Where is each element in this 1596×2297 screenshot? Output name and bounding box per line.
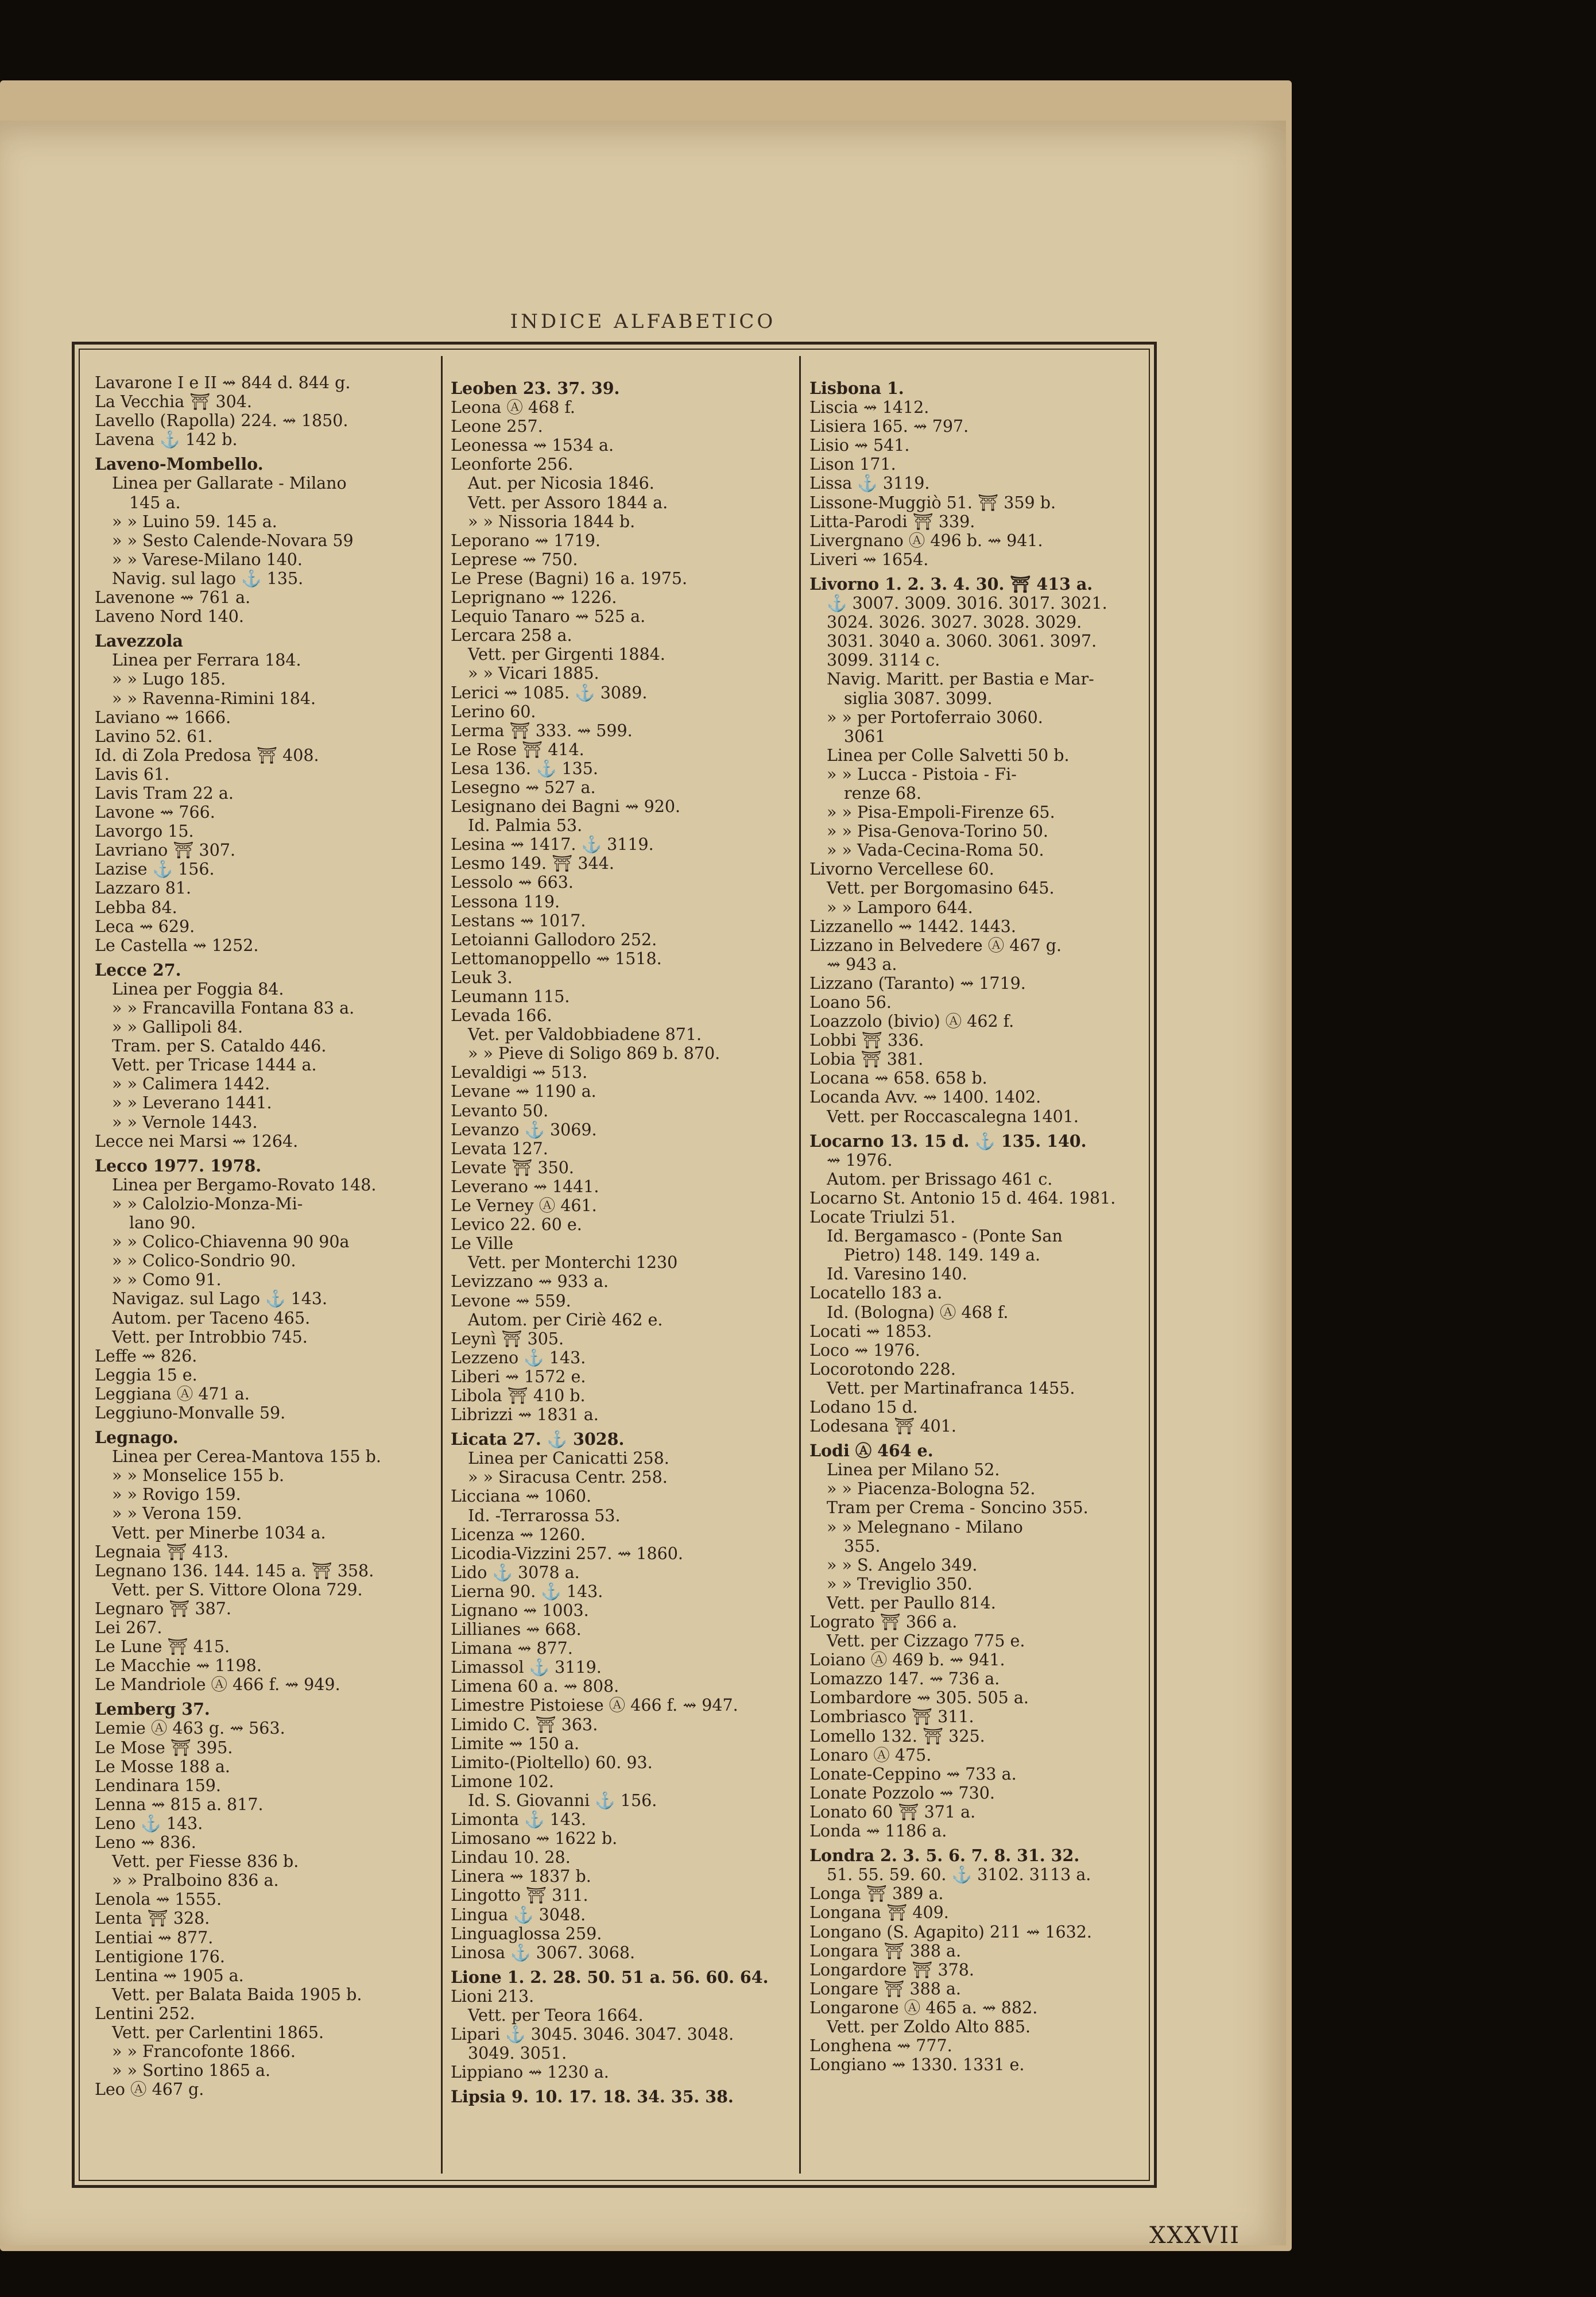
index-line: Leonessa ⇝ 1534 a.	[451, 436, 614, 455]
index-line: » » Lamporo 644.	[827, 898, 973, 917]
index-line: Lodesana ⛩ 401.	[809, 1417, 956, 1436]
index-line: Legnaro ⛩ 387.	[95, 1599, 231, 1618]
index-line: 51. 55. 59. 60. ⚓ 3102. 3113 a.	[827, 1865, 1091, 1885]
index-line: » » Calolzio-Monza-Mi-	[112, 1194, 303, 1213]
index-line: Longiano ⇝ 1330. 1331 e.	[809, 2055, 1025, 2075]
index-line: Leumann 115.	[451, 987, 570, 1006]
index-line: Vett. per Roccascalegna 1401.	[827, 1107, 1079, 1126]
index-line: Linosa ⚓ 3067. 3068.	[451, 1943, 636, 1962]
index-line: Licenza ⇝ 1260.	[451, 1525, 586, 1544]
index-entry-heading: Lipsia 9. 10. 17. 18. 34. 35. 38.	[451, 2087, 734, 2107]
index-line: Lizzanello ⇝ 1442. 1443.	[809, 917, 1016, 936]
index-line: Levanzo ⚓ 3069.	[451, 1120, 597, 1139]
index-line: Lioni 213.	[451, 1986, 534, 2006]
index-line: Lavarone I e II ⇝ 844 d. 844 g.	[95, 373, 351, 392]
index-line: Levate ⛩ 350.	[451, 1158, 574, 1177]
index-line: Loazzolo (bivio) Ⓐ 462 f.	[809, 1012, 1014, 1031]
index-line: Le Prese (Bagni) 16 a. 1975.	[451, 569, 688, 588]
index-line: Leverano ⇝ 1441.	[451, 1177, 599, 1196]
index-line: siglia 3087. 3099.	[844, 689, 993, 708]
index-line: Vett. per Minerbe 1034 a.	[112, 1523, 326, 1542]
index-line: Lavello (Rapolla) 224. ⇝ 1850.	[95, 411, 348, 431]
index-line: Longana ⛩ 409.	[809, 1903, 949, 1923]
index-line: Linea per Bergamo-Rovato 148.	[112, 1175, 377, 1194]
index-line: Liberi ⇝ 1572 e.	[451, 1367, 586, 1386]
index-line: Limena 60 a. ⇝ 808.	[451, 1677, 619, 1696]
index-line: Le Castella ⇝ 1252.	[95, 935, 259, 955]
index-entry-heading: Licata 27. ⚓ 3028.	[451, 1430, 625, 1449]
index-line: Lerino 60.	[451, 702, 536, 721]
index-line: » » Nissoria 1844 b.	[468, 512, 636, 531]
index-entry-heading: Livorno 1. 2. 3. 4. 30. ⛩ 413 a.	[809, 574, 1093, 594]
index-line: » » Francavilla Fontana 83 a.	[112, 999, 355, 1018]
index-line: Lenta ⛩ 328.	[95, 1909, 210, 1928]
index-entry-heading: Lisbona 1.	[809, 379, 904, 398]
index-line: ⇝ 943 a.	[827, 954, 897, 974]
index-line: Leprese ⇝ 750.	[451, 550, 578, 569]
index-line: Lavino 52. 61.	[95, 726, 213, 746]
index-line: Lestans ⇝ 1017.	[451, 911, 586, 930]
index-line: Limestre Pistoiese Ⓐ 466 f. ⇝ 947.	[451, 1696, 738, 1715]
index-line: » » Pisa-Empoli-Firenze 65.	[827, 803, 1055, 822]
index-line: Vett. per Fiesse 836 b.	[112, 1852, 299, 1871]
index-line: Lipari ⚓ 3045. 3046. 3047. 3048.	[451, 2025, 734, 2044]
index-entry-heading: Legnago.	[95, 1428, 179, 1448]
index-line: Lei 267.	[95, 1618, 162, 1637]
index-line: Vett. per Girgenti 1884.	[468, 645, 665, 664]
index-entry-heading: Lemberg 37.	[95, 1700, 210, 1719]
index-line: Laviano ⇝ 1666.	[95, 707, 231, 727]
index-line: Leo Ⓐ 467 g.	[95, 2080, 204, 2099]
index-line: » » Siracusa Centr. 258.	[468, 1468, 668, 1487]
index-line: Vet. per Valdobbiadene 871.	[468, 1025, 702, 1045]
index-line: Levone ⇝ 559.	[451, 1291, 571, 1310]
index-line: Vett. per Zoldo Alto 885.	[827, 2017, 1031, 2036]
index-line: Levane ⇝ 1190 a.	[451, 1082, 596, 1101]
index-line: » » Ravenna-Rimini 184.	[112, 689, 316, 708]
index-line: Vett. per Teora 1664.	[468, 2005, 644, 2025]
index-line: » » Sortino 1865 a.	[112, 2061, 271, 2081]
index-line: Le Macchie ⇝ 1198.	[95, 1656, 262, 1676]
index-frame	[72, 342, 1157, 2188]
index-line: Id. Bergamasco - (Ponte San	[827, 1227, 1063, 1246]
index-line: » » Vada-Cecina-Roma 50.	[827, 841, 1044, 860]
index-line: Le Mose ⛩ 395.	[95, 1738, 233, 1757]
index-line: Lavone ⇝ 766.	[95, 803, 215, 822]
index-line: Levaldigi ⇝ 513.	[451, 1063, 588, 1082]
index-line: » » Pisa-Genova-Torino 50.	[827, 822, 1048, 841]
index-line: Locati ⇝ 1853.	[809, 1321, 932, 1341]
index-line: Linguaglossa 259.	[451, 1924, 602, 1943]
index-line: Lavis 61.	[95, 764, 170, 784]
index-line: Lodano 15 d.	[809, 1397, 918, 1417]
index-line: Leprignano ⇝ 1226.	[451, 588, 617, 608]
index-line: Id. di Zola Predosa ⛩ 408.	[95, 745, 319, 765]
index-line: Locatello 183 a.	[809, 1283, 943, 1303]
index-line: 145 a.	[129, 493, 181, 512]
index-line: Lazise ⚓ 156.	[95, 860, 215, 879]
index-entry-heading: Lecco 1977. 1978.	[95, 1156, 262, 1175]
book-page	[0, 121, 1286, 2249]
index-line: Lizzano (Taranto) ⇝ 1719.	[809, 973, 1026, 993]
index-line: Lippiano ⇝ 1230 a.	[451, 2063, 609, 2082]
index-line: Lavriano ⛩ 307.	[95, 841, 236, 860]
index-line: Lograto ⛩ 366 a.	[809, 1612, 958, 1631]
index-line: Vett. per Borgomasino 645.	[827, 879, 1055, 898]
index-line: Vett. per Assoro 1844 a.	[468, 493, 668, 512]
index-line: Lingotto ⛩ 311.	[451, 1886, 588, 1905]
index-line: » » S. Angelo 349.	[827, 1555, 978, 1575]
index-line: » » Pralboino 836 a.	[112, 1871, 279, 1890]
index-line: » » Leverano 1441.	[112, 1093, 272, 1113]
index-line: Loco ⇝ 1976.	[809, 1340, 920, 1360]
index-line: » » Pieve di Soligo 869 b. 870.	[468, 1044, 720, 1064]
index-line: Lavenone ⇝ 761 a.	[95, 588, 251, 608]
index-line: Lettomanoppello ⇝ 1518.	[451, 949, 662, 968]
index-line: 3099. 3114 c.	[827, 651, 940, 670]
index-line: Lido ⚓ 3078 a.	[451, 1563, 580, 1582]
index-line: Lisio ⇝ 541.	[809, 436, 910, 455]
index-line: Linea per Gallarate - Milano	[112, 474, 347, 493]
index-line: Vett. per Carlentini 1865.	[112, 2023, 324, 2042]
index-line: Lenola ⇝ 1555.	[95, 1890, 222, 1909]
index-line: Legnaia ⛩ 413.	[95, 1542, 229, 1561]
index-line: 3061	[844, 726, 886, 746]
index-line: Livergnano Ⓐ 496 b. ⇝ 941.	[809, 531, 1043, 550]
index-line: Levata 127.	[451, 1139, 548, 1158]
index-line: Levada 166.	[451, 1006, 552, 1026]
index-entry-heading: Locarno 13. 15 d. ⚓ 135. 140.	[809, 1131, 1087, 1151]
index-line: Lissa ⚓ 3119.	[809, 474, 930, 493]
index-line: Lecce nei Marsi ⇝ 1264.	[95, 1131, 299, 1151]
index-line: Lentini 252.	[95, 2004, 195, 2023]
index-line: » » Melegnano - Milano	[827, 1517, 1023, 1537]
index-line: Licodia-Vizzini 257. ⇝ 1860.	[451, 1544, 683, 1563]
index-line: » » Monselice 155 b.	[112, 1466, 285, 1486]
index-line: Laveno Nord 140.	[95, 607, 244, 627]
index-line: Longardore ⛩ 378.	[809, 1960, 974, 1979]
index-line: Limito-(Pioltello) 60. 93.	[451, 1753, 653, 1772]
index-line: Lonaro Ⓐ 475.	[809, 1745, 932, 1765]
index-line: Pietro) 148. 149. 149 a.	[844, 1246, 1041, 1265]
index-line: Lingua ⚓ 3048.	[451, 1905, 586, 1924]
index-line: Loiano Ⓐ 469 b. ⇝ 941.	[809, 1650, 1005, 1670]
index-line: Leone 257.	[451, 417, 543, 436]
index-line: » » Lucca - Pistoia - Fi-	[827, 764, 1017, 784]
index-line: Lequio Tanaro ⇝ 525 a.	[451, 607, 646, 627]
index-line: Le Lune ⛩ 415.	[95, 1637, 230, 1657]
index-line: Longara ⛩ 388 a.	[809, 1941, 962, 1960]
index-line: Tram. per S. Cataldo 446.	[112, 1037, 327, 1056]
index-line: » » Colico-Sondrio 90.	[112, 1251, 296, 1271]
index-line: Librizzi ⇝ 1831 a.	[451, 1405, 599, 1425]
index-line: Longhena ⇝ 777.	[809, 2036, 952, 2056]
index-line: Lombardore ⇝ 305. 505 a.	[809, 1688, 1029, 1708]
page-header: INDICE ALFABETICO	[510, 310, 776, 333]
index-line: Leffe ⇝ 826.	[95, 1346, 197, 1366]
index-line: Lerma ⛩ 333. ⇝ 599.	[451, 721, 633, 740]
index-line: Le Verney Ⓐ 461.	[451, 1196, 597, 1216]
index-line: Vett. per Monterchi 1230	[468, 1253, 678, 1273]
index-line: Linea per Canicatti 258.	[468, 1449, 669, 1468]
index-entry-heading: Lione 1. 2. 28. 50. 51 a. 56. 60. 64.	[451, 1967, 769, 1987]
index-line: La Vecchia ⛩ 304.	[95, 392, 252, 412]
index-line: Vett. per Paullo 814.	[827, 1593, 996, 1612]
index-line: Lebba 84.	[95, 898, 177, 917]
index-line: » » Rovigo 159.	[112, 1485, 241, 1505]
index-line: Levizzano ⇝ 933 a.	[451, 1272, 609, 1291]
index-line: Limosano ⇝ 1622 b.	[451, 1829, 618, 1849]
index-entry-heading: Londra 2. 3. 5. 6. 7. 8. 31. 32.	[809, 1846, 1080, 1866]
index-line: Limonta ⚓ 143.	[451, 1810, 587, 1830]
index-line: » » Sesto Calende-Novara 59	[112, 531, 354, 550]
index-line: » » Lugo 185.	[112, 670, 226, 689]
index-line: Lonate-Ceppino ⇝ 733 a.	[809, 1764, 1017, 1784]
index-line: Navig. Maritt. per Bastia e Mar-	[827, 670, 1094, 689]
index-line: Lemie Ⓐ 463 g. ⇝ 563.	[95, 1719, 285, 1738]
index-line: » » Francofonte 1866.	[112, 2042, 296, 2062]
index-line: Lentina ⇝ 1905 a.	[95, 1966, 244, 1985]
index-line: Le Mandriole Ⓐ 466 f. ⇝ 949.	[95, 1675, 340, 1695]
index-line: Tram per Crema - Soncino 355.	[827, 1498, 1088, 1518]
index-line: » » Varese-Milano 140.	[112, 550, 303, 569]
index-line: » » Vernole 1443.	[112, 1112, 258, 1132]
index-line: Id. -Terrarossa 53.	[468, 1506, 621, 1525]
index-line: » » Verona 159.	[112, 1504, 242, 1523]
index-line: Id. S. Giovanni ⚓ 156.	[468, 1791, 657, 1810]
index-line: 355.	[844, 1536, 881, 1556]
index-line: Loano 56.	[809, 993, 892, 1012]
index-line: » » Luino 59. 145 a.	[112, 512, 277, 531]
index-line: Vett. per Tricase 1444 a.	[112, 1055, 317, 1075]
index-line: Londa ⇝ 1186 a.	[809, 1822, 947, 1841]
index-line: Autom. per Ciriè 462 e.	[468, 1310, 663, 1329]
index-line: Aut. per Nicosia 1846.	[468, 474, 654, 493]
index-line: Lerici ⇝ 1085. ⚓ 3089.	[451, 683, 648, 702]
index-line: Lavorgo 15.	[95, 822, 194, 841]
index-line: Lesina ⇝ 1417. ⚓ 3119.	[451, 835, 654, 854]
index-line: Lesa 136. ⚓ 135.	[451, 759, 598, 778]
index-line: Longano (S. Agapito) 211 ⇝ 1632.	[809, 1922, 1092, 1942]
index-line: Linera ⇝ 1837 b.	[451, 1867, 591, 1886]
index-line: Linea per Ferrara 184.	[112, 651, 301, 670]
index-line: Lesmo 149. ⛩ 344.	[451, 854, 614, 873]
index-entry-heading: Laveno-Mombello.	[95, 455, 264, 474]
index-line: Litta-Parodi ⛩ 339.	[809, 512, 975, 531]
index-line: Lison 171.	[809, 455, 896, 474]
index-line: Le Ville	[451, 1234, 514, 1254]
index-line: Autom. per Brissago 461 c.	[827, 1169, 1053, 1189]
index-line: Letoianni Gallodoro 252.	[451, 930, 657, 949]
index-line: Lizzano in Belvedere Ⓐ 467 g.	[809, 935, 1062, 955]
index-line: » » Treviglio 350.	[827, 1574, 973, 1594]
index-line: Lezzeno ⚓ 143.	[451, 1348, 586, 1367]
index-line: Lavena ⚓ 142 b.	[95, 430, 238, 450]
index-line: Vett. per S. Vittore Olona 729.	[112, 1580, 363, 1599]
index-line: Leonforte 256.	[451, 455, 574, 474]
index-line: Id. Varesino 140.	[827, 1264, 967, 1284]
index-line: Id. (Bologna) Ⓐ 468 f.	[827, 1302, 1009, 1322]
index-entry-heading: Lavezzola	[95, 632, 183, 651]
index-line: Leggiuno-Monvalle 59.	[95, 1403, 286, 1422]
index-line: Lomazzo 147. ⇝ 736 a.	[809, 1669, 1000, 1689]
index-line: Liscia ⇝ 1412.	[809, 398, 929, 417]
column-divider	[799, 356, 801, 2174]
index-line: Lombriasco ⛩ 311.	[809, 1707, 974, 1727]
index-line: Limido C. ⛩ 363.	[451, 1715, 598, 1734]
index-line: Autom. per Taceno 465.	[112, 1308, 311, 1328]
index-line: Linea per Colle Salvetti 50 b.	[827, 745, 1070, 765]
index-line: Limana ⇝ 877.	[451, 1639, 573, 1658]
index-line: Leno ⚓ 143.	[95, 1813, 203, 1833]
index-line: Locanda Avv. ⇝ 1400. 1402.	[809, 1088, 1041, 1107]
index-line: Lentiai ⇝ 877.	[95, 1928, 214, 1947]
index-line: Lierna 90. ⚓ 143.	[451, 1581, 603, 1601]
index-line: Linea per Foggia 84.	[112, 979, 284, 999]
index-line: Vett. per Cizzago 775 e.	[827, 1631, 1025, 1651]
index-line: Leynì ⛩ 305.	[451, 1329, 564, 1348]
index-line: Linea per Cerea-Mantova 155 b.	[112, 1447, 381, 1467]
index-line: Licciana ⇝ 1060.	[451, 1487, 592, 1506]
index-line: Leona Ⓐ 468 f.	[451, 398, 575, 417]
index-line: Livorno Vercellese 60.	[809, 860, 994, 879]
index-line: Leuk 3.	[451, 968, 513, 987]
index-line: Id. Palmia 53.	[468, 816, 583, 836]
index-line: » » Calimera 1442.	[112, 1074, 270, 1094]
index-line: Lisiera 165. ⇝ 797.	[809, 417, 969, 436]
index-line: » » Como 91.	[112, 1270, 222, 1290]
index-line: Leggia 15 e.	[95, 1365, 197, 1385]
index-column-1	[95, 373, 439, 2171]
index-line: Leporano ⇝ 1719.	[451, 531, 601, 550]
index-line: Levico 22. 60 e.	[451, 1215, 582, 1235]
index-line: Locorotondo 228.	[809, 1359, 956, 1379]
index-line: Levanto 50.	[451, 1101, 549, 1120]
index-line: » » Vicari 1885.	[468, 664, 599, 683]
index-line: Liveri ⇝ 1654.	[809, 550, 929, 569]
index-line: Vett. per Introbbio 745.	[112, 1327, 308, 1347]
index-line: Leno ⇝ 836.	[95, 1833, 196, 1853]
index-line: Lomello 132. ⛩ 325.	[809, 1726, 985, 1746]
index-line: Lercara 258 a.	[451, 626, 572, 645]
index-line: Vett. per Balata Baida 1905 b.	[112, 1985, 362, 2004]
index-line: Lesignano dei Bagni ⇝ 920.	[451, 797, 681, 817]
index-line: Lenna ⇝ 815 a. 817.	[95, 1795, 264, 1814]
index-line: Lonato 60 ⛩ 371 a.	[809, 1802, 976, 1822]
index-column-3	[809, 373, 1154, 2171]
index-line: Limone 102.	[451, 1772, 554, 1791]
index-line: Lessona 119.	[451, 892, 560, 911]
index-line: Locate Triulzi 51.	[809, 1208, 956, 1227]
index-line: Lesegno ⇝ 527 a.	[451, 778, 596, 797]
index-entry-heading: Lecce 27.	[95, 960, 181, 980]
index-line: Le Mosse 188 a.	[95, 1757, 230, 1776]
index-line: Lillianes ⇝ 668.	[451, 1620, 582, 1639]
index-line: lano 90.	[129, 1213, 196, 1233]
page-number: XXXVII	[1149, 2222, 1240, 2249]
column-divider	[441, 356, 443, 2174]
index-line: Navigaz. sul Lago ⚓ 143.	[112, 1289, 328, 1309]
index-line: 3024. 3026. 3027. 3028. 3029.	[827, 613, 1082, 632]
index-line: Lissone-Muggiò 51. ⛩ 359 b.	[809, 493, 1056, 512]
index-line: » » per Portoferraio 3060.	[827, 707, 1043, 727]
index-line: Lobia ⛩ 381.	[809, 1050, 924, 1069]
index-line: Locana ⇝ 658. 658 b.	[809, 1069, 987, 1088]
index-line: Libola ⛩ 410 b.	[451, 1386, 586, 1405]
index-line: Limite ⇝ 150 a.	[451, 1734, 580, 1753]
index-entry-heading: Lodi Ⓐ 464 e.	[809, 1441, 933, 1461]
index-line: » » Gallipoli 84.	[112, 1018, 243, 1037]
index-line: Lignano ⇝ 1003.	[451, 1601, 589, 1620]
index-line: Lazzaro 81.	[95, 879, 192, 898]
index-line: Lentigione 176.	[95, 1947, 225, 1966]
index-line: Lobbi ⛩ 336.	[809, 1031, 924, 1050]
index-line: Locarno St. Antonio 15 d. 464. 1981.	[809, 1188, 1116, 1208]
index-line: Lindau 10. 28.	[451, 1848, 571, 1867]
index-line: Lendinara 159.	[95, 1776, 221, 1795]
index-line: Le Rose ⛩ 414.	[451, 740, 584, 759]
index-line: Leggiana Ⓐ 471 a.	[95, 1384, 250, 1403]
index-line: Longa ⛩ 389 a.	[809, 1884, 944, 1904]
index-line: Longarone Ⓐ 465 a. ⇝ 882.	[809, 1998, 1038, 2017]
index-line: Vett. per Martinafranca 1455.	[827, 1378, 1075, 1398]
index-line: ⚓ 3007. 3009. 3016. 3017. 3021.	[827, 594, 1107, 613]
index-line: Longare ⛩ 388 a.	[809, 1979, 961, 1998]
index-line: renze 68.	[844, 783, 922, 803]
index-line: Lessolo ⇝ 663.	[451, 873, 574, 892]
index-line: 3031. 3040 a. 3060. 3061. 3097.	[827, 632, 1097, 651]
index-line: Leca ⇝ 629.	[95, 917, 195, 936]
index-line: » » Colico-Chiavenna 90 90a	[112, 1232, 350, 1252]
index-line: Navig. sul lago ⚓ 135.	[112, 569, 304, 588]
index-line: Lonate Pozzolo ⇝ 730.	[809, 1783, 995, 1803]
index-line: Limassol ⚓ 3119.	[451, 1658, 602, 1677]
index-line: Legnano 136. 144. 145 a. ⛩ 358.	[95, 1561, 374, 1580]
index-line: Lavis Tram 22 a.	[95, 783, 234, 803]
index-entry-heading: Leoben 23. 37. 39.	[451, 379, 620, 398]
index-line: ⇝ 1976.	[827, 1150, 893, 1170]
index-column-2	[451, 373, 795, 2171]
index-line: » » Piacenza-Bologna 52.	[827, 1479, 1036, 1499]
index-line: Linea per Milano 52.	[827, 1460, 1000, 1480]
index-line: 3049. 3051.	[468, 2044, 567, 2063]
